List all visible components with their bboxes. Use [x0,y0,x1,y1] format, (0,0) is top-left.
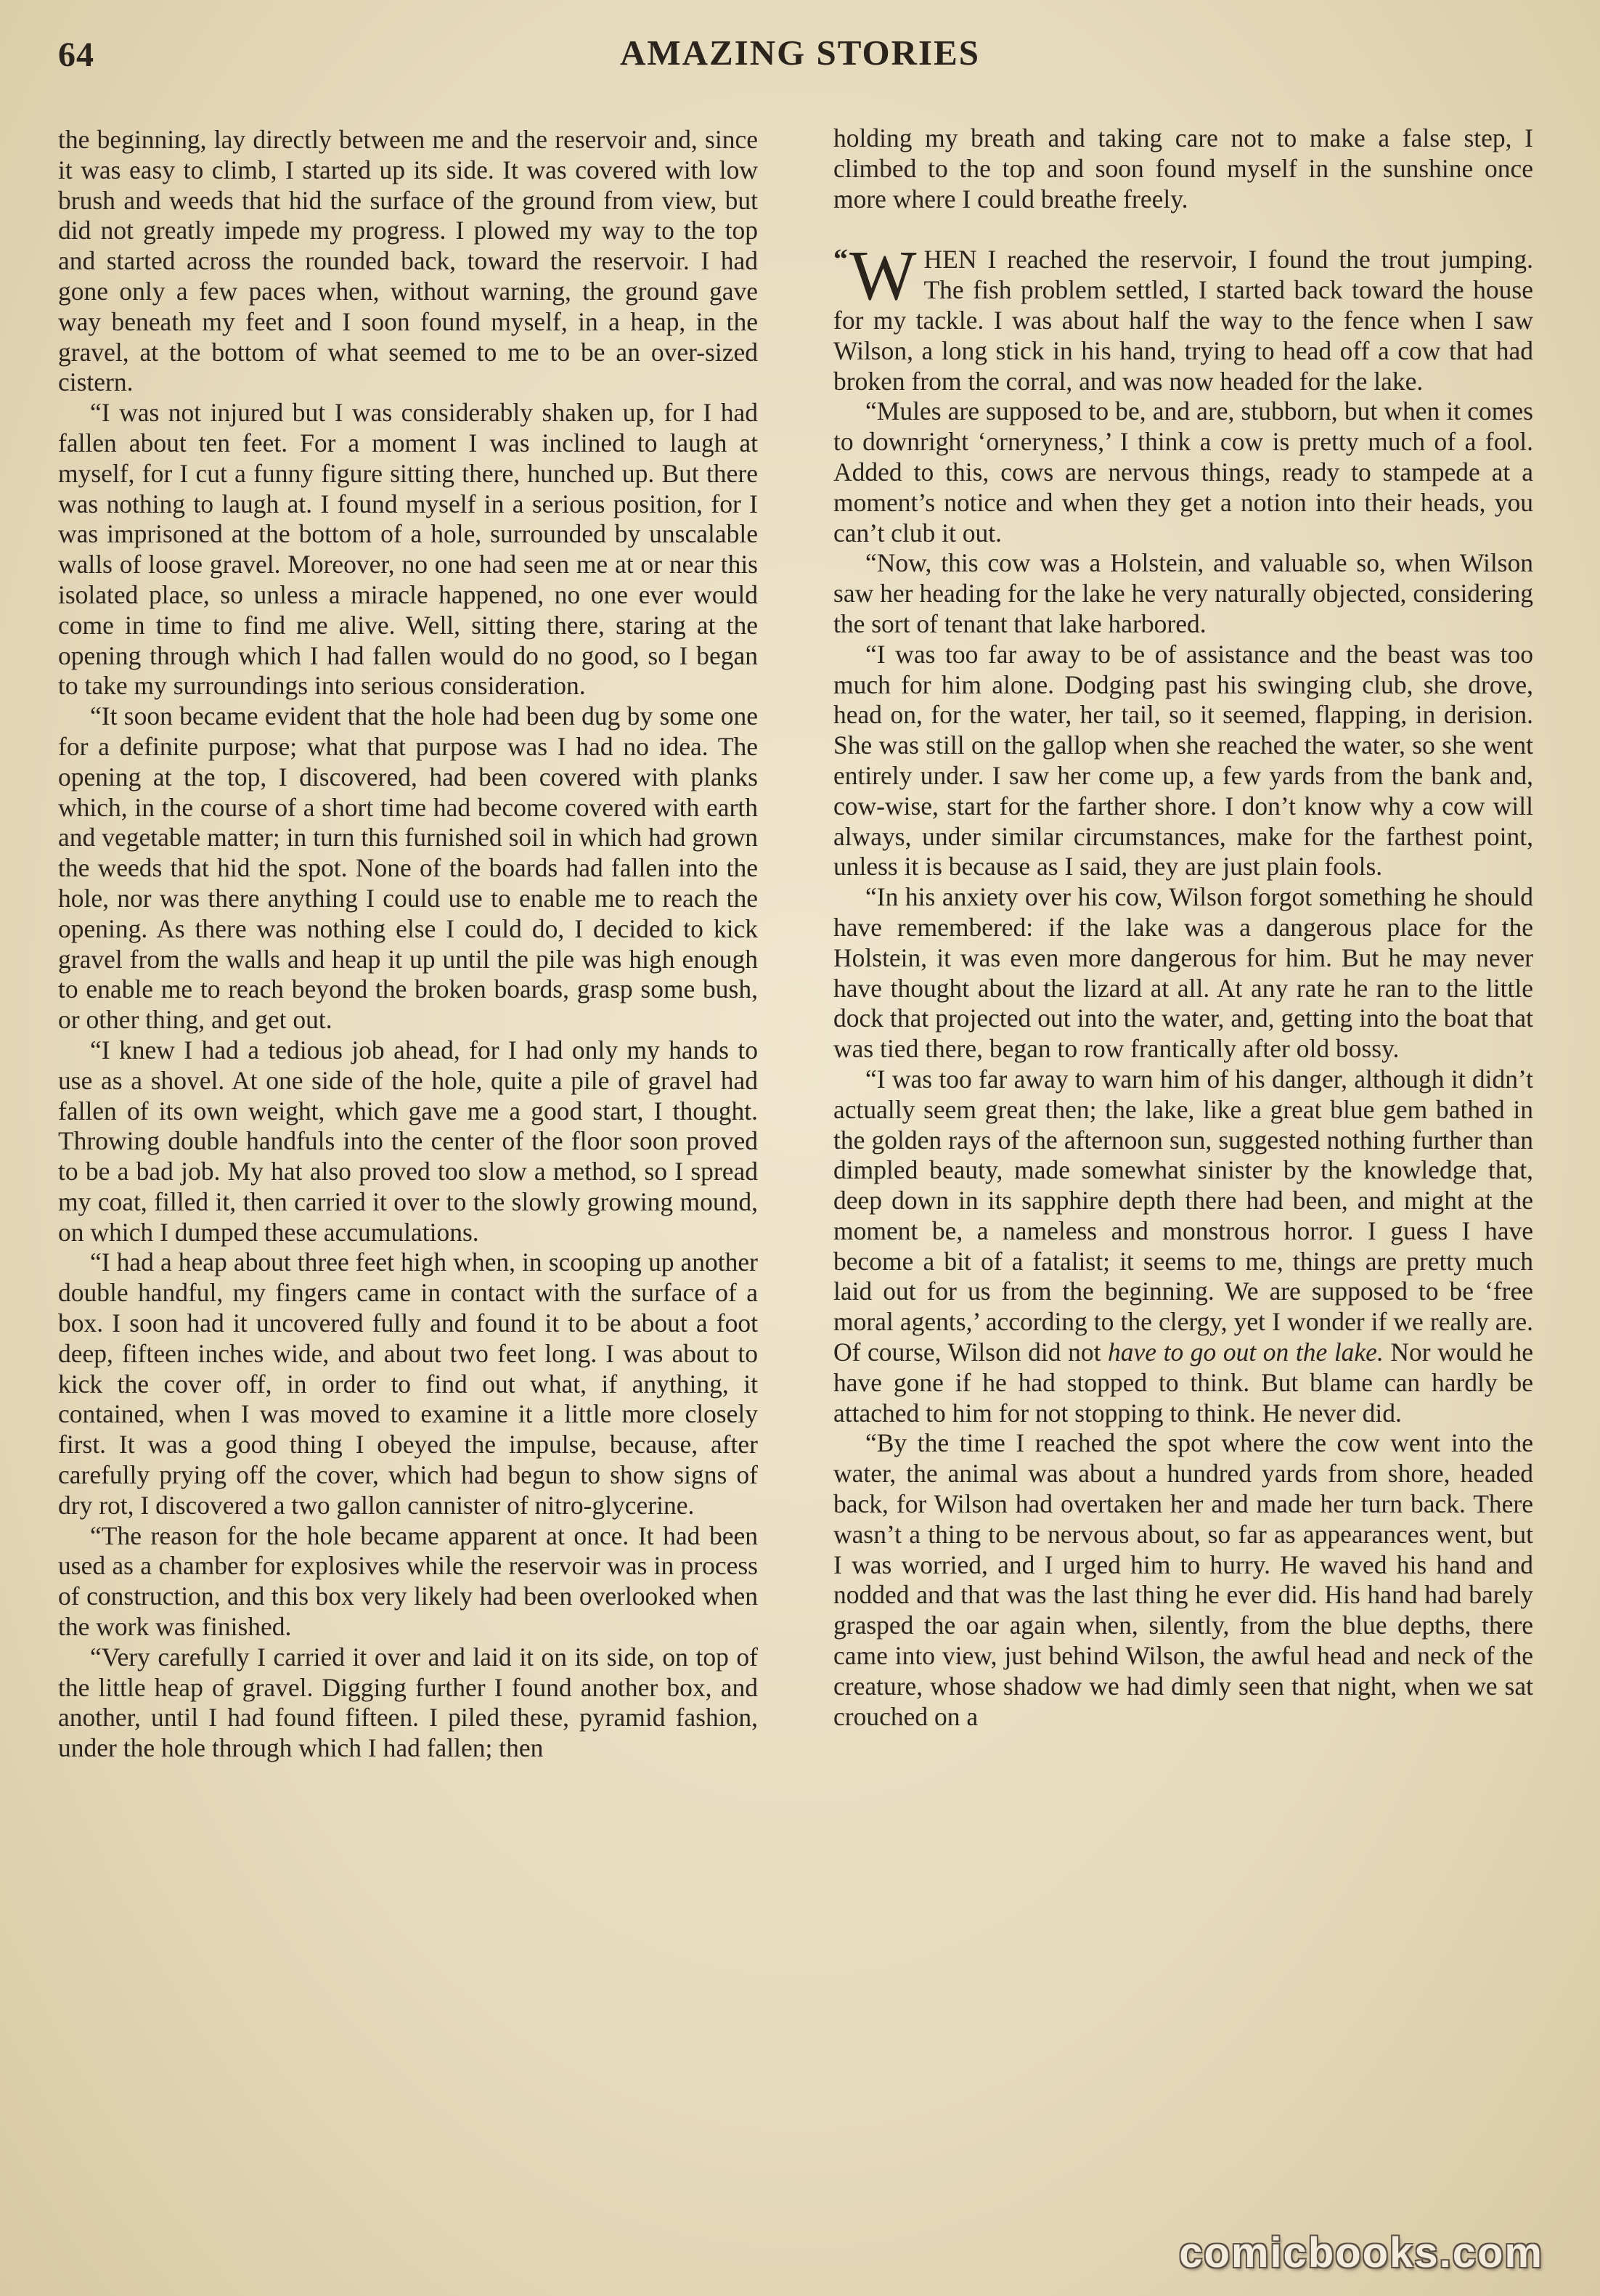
paragraph: “The reason for the hole became apparent at once. It had been used as a chamber for explosives while the reservoir was in process of construction, and this box very likely had been overlooked when the work was finished. [58,1521,758,1642]
left-column [58,125,758,1764]
paragraph: the beginning, lay directly between me and the reservoir and, since it was easy to climb, I started up its side. It was covered with low brush and weeds that hid the surface of the ground from view, but did not greatly impede my progress. I plowed my way to the top and started across the rounded back, toward the reservoir. I had gone only a few paces when, without warning, the ground gave way beneath my feet and I soon found myself, in a heap, in the gravel, at the bottom of what seemed to me to be an over-sized cistern. [58,125,758,397]
section-opening-paragraph [833,237,1533,396]
paragraph: “It soon became evident that the hole had been dug by some one for a definite purpose; what that purpose was I had no idea. The opening at the top, I discovered, had been covered with planks which, in the course of a short time had become covered with earth and vegetable matter; in turn this furnished soil in which had grown the weeds that hid the spot. None of the boards had fallen into the hole, nor was there anything I could use to enable me to reach the opening. As there was nothing else I could do, I decided to kick gravel from the walls and heap it up until the pile was high enough to enable me to reach beyond the broken boards, grasp some bush, or other thing, and get out. [58,701,758,1035]
watermark: comicbooks.com [1179,2229,1543,2276]
running-head: AMAZING STORIES [619,33,981,73]
page-header [58,28,1542,78]
paragraph: “By the time I reached the spot where the cow went into the water, the animal was about a hundred yards from shore, headed back, for Wilson had overtaken her and made her turn back. There wasn’t a thing to be nervous about, so far as appearances went, but I was worried, and I urged him to hurry. He waved his hand and nodded and that was the last thing he ever did. His hand had barely grasped the oar again when, silently, from the blue depths, there came into view, just behind Wilson, the awful head and neck of the creature, whose shadow we had dimly seen that night, when we sat crouched on a [833,1428,1533,1731]
paragraph: “Now, this cow was a Holstein, and valuable so, when Wilson saw her heading for the lake he very naturally objected, considering the sort of tenant that lake harbored. [833,548,1533,638]
paragraph: “I had a heap about three feet high when, in scooping up another double handful, my fingers came in contact with the surface of a box. I soon had it uncovered fully and found it to be about a foot deep, fifteen inches wide, and about two feet long. I was about to kick the cover off, in order to find out what, if anything, it contained, when I was moved to examine it a little more closely first. It was a good thing I obeyed the impulse, because, after carefully prying off the cover, which had begun to show signs of dry rot, I discovered a two gallon cannister of nitro-glycerine. [58,1247,758,1520]
paragraph-text: Nor would he have gone if he had stopped to think. But blame can hardly be attached to him for not stopping to think. He never did. [833,1338,1533,1428]
paragraph: “I knew I had a tedious job ahead, for I had only my hands to use as a shovel. At one side of the hole, quite a pile of gravel had fallen of its own weight, which gave me a good start, I thought. Throwing double handfuls into the center of the floor soon proved to be a bad job. My hat also proved too slow a method, so I spread my coat, filled it, then carried it over to the slowly growing mound, on which I dumped these accumulations. [58,1035,758,1247]
paragraph: “I was too far away to be of assistance and the beast was too much for him alone. Dodging past his swinging club, she drove, head on, for the water, her tail, so it seemed, flapping, in derision. She was still on the gallop when she reached the water, so she went entirely under. I saw her come up, a few yards from the bank and, cow-wise, start for the farther shore. I don’t know why a cow will always, under similar circumstances, make for the farthest point, unless it is because as I said, they are just plain fools. [833,639,1533,882]
drop-cap-letter: W [849,237,917,316]
paragraph: “Very carefully I carried it over and laid it on its side, on top of the little heap of gravel. Digging further I found another box, and another, until I had found fifteen. I piled these, pyramid fashion, under the hole through which I had fallen; then [58,1642,758,1763]
section-opening-text: HEN I reached the reservoir, I found the trout jumping. The fish problem settled, I started back toward the house for my tackle. I was about half the way to the fence when I saw Wilson, a long stick in his hand, trying to head off a cow that had broken from the corral, and was now headed for the lake. [833,245,1533,396]
drop-cap-quote: “ [833,243,848,276]
paragraph: “In his anxiety over his cow, Wilson forgot something he should have remembered: if the lake was a dangerous place for the Holstein, it was even more dangerous for him. But he may never have thought about the lizard at all. At any rate he ran to the little dock that projected out into the water, and, getting into the boat that was tied there, began to row frantically after old bossy. [833,882,1533,1064]
paragraph-text: “I was too far away to warn him of his danger, although it didn’t actually seem great then; the lake, like a great blue gem bathed in the golden rays of the afternoon sun, suggested nothing further than dimpled beauty, made somewhat sinister by the knowledge that, deep down in its sapphire depth there had been, and might at the moment be, a nameless and monstrous horror. I guess I have become a bit of a fatalist; it seems to me, things are pretty much laid out for us from the beginning. We are supposed to be ‘free moral agents,’ according to the clergy, yet I wonder if we really are. Of course, Wilson did not [833,1064,1533,1367]
right-column [833,123,1533,1732]
paragraph: holding my breath and taking care not to make a false step, I climbed to the top and soon found myself in the sunshine once more where I could breathe freely. [833,123,1533,213]
paragraph: “Mules are supposed to be, and are, stubborn, but when it comes to downright ‘orneryness,’ I think a cow is pretty much of a fool. Added to this, cows are nervous things, ready to stampede at a moment’s notice and when they get a notion into their heads, you can’t club it out. [833,396,1533,547]
page-number: 64 [58,36,94,74]
paragraph: “I was not injured but I was considerably shaken up, for I had fallen about ten feet. For a moment I was inclined to laugh at myself, for I cut a funny figure sitting there, hunched up. But there was nothing to laugh at. I found myself in a serious position, for I was imprisoned at the bottom of a hole, surrounded by unscalable walls of loose gravel. Moreover, no one had seen me at or near this isolated place, so unless a miracle happened, no one ever would come in time to find me alive. Well, sitting there, staring at the opening through which I had fallen would do no good, so I began to take my surroundings into serious consideration. [58,398,758,701]
italic-phrase: have to go out on the lake. [1108,1338,1384,1367]
paragraph [833,1064,1533,1429]
drop-cap [833,237,921,316]
